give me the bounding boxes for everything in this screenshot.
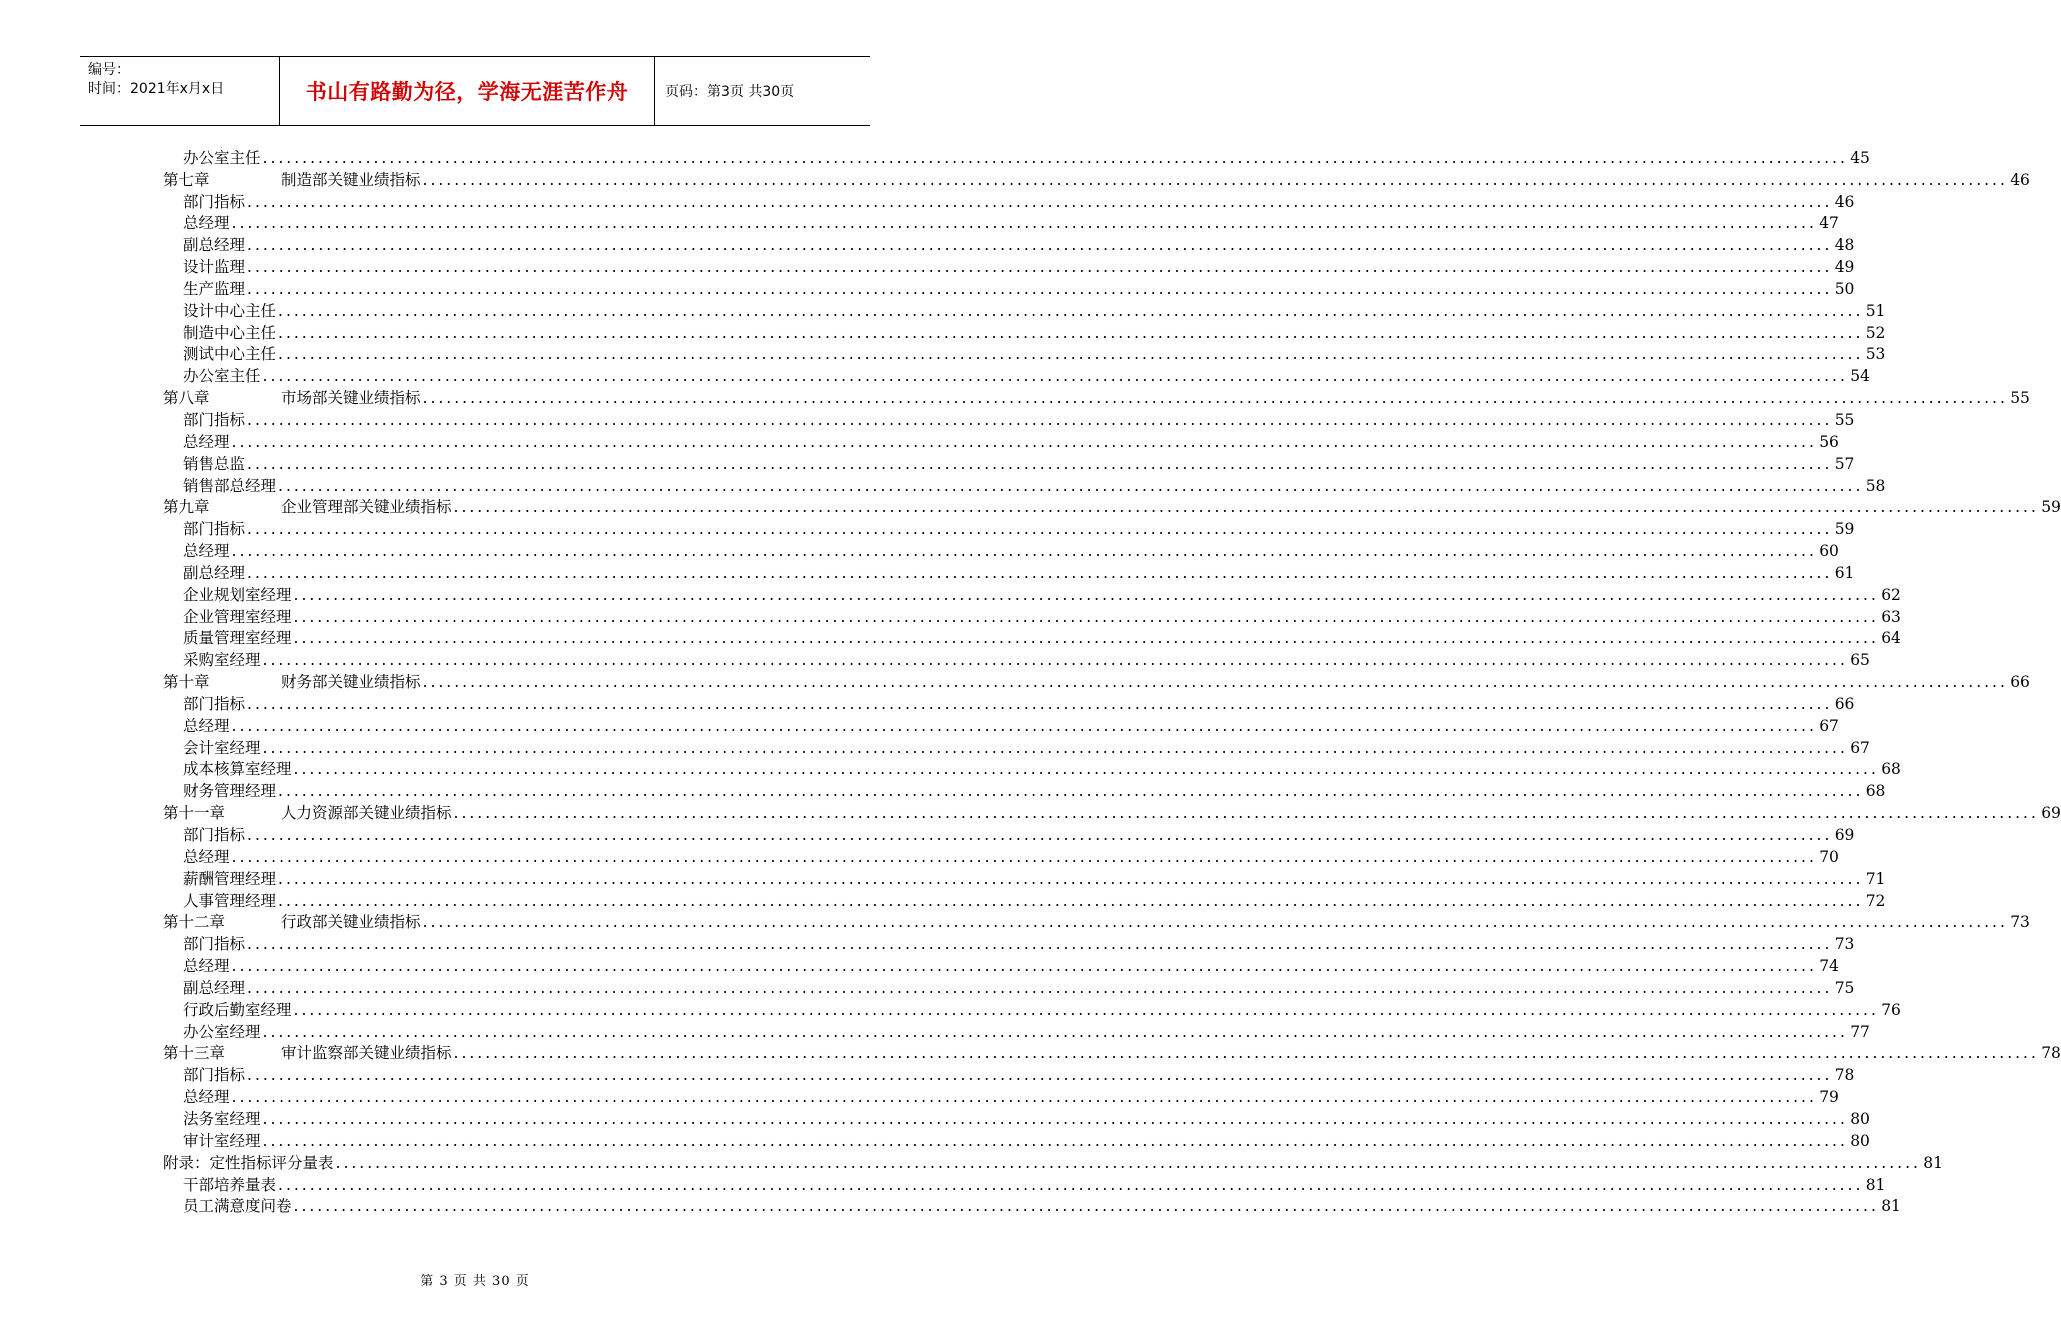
toc-entry[interactable] [163, 846, 1839, 868]
toc-chapter-number: 第八章 [163, 389, 210, 408]
toc-entry[interactable] [163, 234, 1855, 256]
toc-entry-title: 设计中心主任 [183, 301, 277, 320]
toc-entry-label [163, 825, 245, 846]
toc-entry-title: 审计监察部关键业绩指标 [281, 1044, 452, 1063]
toc-dot-leader: ........................................................................................................................................................................................................ [293, 1000, 1879, 1019]
toc-entry-title: 部门指标 [183, 192, 246, 211]
toc-entry-title: 部门指标 [183, 1066, 246, 1085]
toc-page-number: 72 [1865, 891, 1886, 910]
toc-entry-title: 制造部关键业绩指标 [281, 170, 421, 189]
toc-entry-title: 副总经理 [183, 236, 246, 255]
toc-entry-title: 办公室主任 [183, 148, 261, 167]
toc-chapter-number: 第十三章 [163, 1044, 226, 1063]
toc-dot-leader: ........................................................................................................................................................................................................ [422, 389, 2008, 408]
toc-entry[interactable] [163, 147, 1870, 169]
toc-page-number: 52 [1865, 323, 1886, 342]
toc-entry-title: 设计监理 [183, 258, 246, 277]
toc-entry-title: 干部培养量表 [183, 1175, 277, 1194]
toc-entry-title: 总经理 [183, 214, 230, 233]
toc-entry[interactable] [163, 409, 1855, 431]
toc-entry-title: 部门指标 [183, 410, 246, 429]
toc-entry[interactable] [163, 1130, 1870, 1152]
toc-entry-label [163, 519, 245, 540]
toc-page-number: 75 [1834, 978, 1855, 997]
toc-chapter-number: 第九章 [163, 498, 210, 517]
toc-entry[interactable] [163, 1196, 1901, 1218]
toc-chapter-entry[interactable] [163, 671, 2030, 693]
toc-dot-leader: ........................................................................................................................................................................................................ [262, 738, 1848, 757]
toc-dot-leader: ........................................................................................................................................................................................................ [335, 1153, 1921, 1172]
toc-dot-leader: ........................................................................................................................................................................................................ [293, 760, 1879, 779]
toc-dot-leader: ........................................................................................................................................................................................................ [453, 804, 2039, 823]
header-time-label: 时间：2021年x月x日 [88, 81, 225, 97]
toc-entry-label [163, 366, 261, 387]
toc-entry-label [163, 1153, 334, 1174]
header-motto: 书山有路勤为径，学海无涯苦作舟 [280, 57, 655, 125]
toc-entry[interactable] [163, 300, 1886, 322]
toc-dot-leader: ........................................................................................................................................................................................................ [422, 913, 2008, 932]
toc-entry-title: 法务室经理 [183, 1109, 261, 1128]
toc-dot-leader: ........................................................................................................................................................................................................ [262, 1109, 1848, 1128]
toc-dot-leader: ........................................................................................................................................................................................................ [247, 694, 1833, 713]
toc-entry-label [163, 213, 230, 234]
toc-dot-leader: ........................................................................................................................................................................................................ [278, 345, 1864, 364]
toc-page-number: 74 [1819, 957, 1839, 976]
toc-entry-title: 部门指标 [183, 935, 246, 954]
toc-page-number: 48 [1834, 236, 1855, 255]
toc-entry-title: 部门指标 [183, 520, 246, 539]
toc-entry[interactable] [163, 606, 1901, 628]
toc-entry-title: 人力资源部关键业绩指标 [281, 804, 452, 823]
toc-entry[interactable] [163, 191, 1855, 213]
toc-entry-title: 总经理 [183, 432, 230, 451]
toc-entry-label [163, 716, 230, 737]
toc-page-number: 67 [1850, 738, 1870, 757]
toc-entry-title: 行政部关键业绩指标 [281, 913, 421, 932]
toc-entry-title: 行政后勤室经理 [183, 1000, 292, 1019]
toc-dot-leader: ........................................................................................................................................................................................................ [293, 629, 1879, 648]
toc-dot-leader: ........................................................................................................................................................................................................ [247, 410, 1833, 429]
toc-page-number: 63 [1881, 607, 1901, 626]
toc-dot-leader: ........................................................................................................................................................................................................ [278, 782, 1864, 801]
toc-page-number: 81 [1923, 1153, 1943, 1172]
toc-entry-label [163, 192, 245, 213]
toc-dot-leader: ........................................................................................................................................................................................................ [231, 214, 1817, 233]
toc-page-number: 57 [1834, 454, 1855, 473]
page-footer: 第 3 页 共 30 页 [420, 1274, 530, 1289]
toc-dot-leader: ........................................................................................................................................................................................................ [278, 323, 1864, 342]
toc-dot-leader: ........................................................................................................................................................................................................ [231, 1088, 1817, 1107]
toc-page-number: 50 [1834, 279, 1855, 298]
toc-page-number: 62 [1881, 585, 1901, 604]
toc-entry-title: 质量管理室经理 [183, 629, 292, 648]
toc-page-number: 59 [1834, 520, 1855, 539]
toc-entry-label [163, 934, 245, 955]
page-header [80, 56, 870, 126]
toc-entry-title: 总经理 [183, 1088, 230, 1107]
toc-dot-leader: ........................................................................................................................................................................................................ [262, 148, 1848, 167]
toc-entry-title: 副总经理 [183, 978, 246, 997]
toc-entry[interactable] [163, 518, 1855, 540]
toc-entry-label [163, 1087, 230, 1108]
toc-entry[interactable] [163, 628, 1901, 650]
toc-dot-leader: ........................................................................................................................................................................................................ [231, 957, 1817, 976]
toc-page-number: 73 [2010, 913, 2030, 932]
toc-entry-title: 生产监理 [183, 279, 246, 298]
toc-page-number: 69 [2041, 804, 2061, 823]
toc-chapter-entry[interactable] [163, 1152, 1943, 1174]
toc-entry[interactable] [163, 540, 1839, 562]
toc-entry[interactable] [163, 213, 1839, 235]
toc-entry-title: 副总经理 [183, 563, 246, 582]
toc-entry[interactable] [163, 344, 1886, 366]
toc-entry-label [163, 956, 230, 977]
toc-entry-title: 财务部关键业绩指标 [281, 673, 421, 692]
toc-entry[interactable] [163, 693, 1855, 715]
toc-entry[interactable] [163, 737, 1870, 759]
toc-page-number: 49 [1834, 258, 1855, 277]
toc-dot-leader: ........................................................................................................................................................................................................ [262, 1022, 1848, 1041]
toc-entry-title: 部门指标 [183, 826, 246, 844]
toc-page-number: 46 [1834, 192, 1855, 211]
toc-entry-label [163, 847, 230, 868]
toc-dot-leader: ........................................................................................................................................................................................................ [247, 520, 1833, 539]
toc-page-number: 66 [1834, 694, 1855, 713]
toc-page-number: 78 [2041, 1044, 2061, 1063]
toc-entry-label [163, 257, 245, 278]
toc-dot-leader: ........................................................................................................................................................................................................ [422, 170, 2008, 189]
toc-entry[interactable] [163, 780, 1886, 802]
toc-dot-leader: ........................................................................................................................................................................................................ [262, 651, 1848, 670]
header-meta [80, 57, 280, 125]
toc-page-number: 65 [1850, 651, 1870, 670]
toc-entry-label [163, 912, 421, 933]
toc-page-number: 46 [2010, 170, 2030, 189]
toc-dot-leader: ........................................................................................................................................................................................................ [247, 258, 1833, 277]
toc-dot-leader: ........................................................................................................................................................................................................ [247, 1066, 1833, 1085]
toc-chapter-entry[interactable] [163, 1043, 2061, 1065]
toc-dot-leader: ........................................................................................................................................................................................................ [247, 279, 1833, 298]
toc-entry-title: 办公室经理 [183, 1022, 261, 1041]
toc-chapter-number: 附录： [163, 1153, 210, 1172]
toc-chapter-number: 第七章 [163, 170, 210, 189]
toc-entry[interactable] [163, 278, 1855, 300]
toc-entry[interactable] [163, 322, 1886, 344]
toc-entry-title: 部门指标 [183, 694, 246, 713]
toc-page-number: 66 [2010, 673, 2030, 692]
table-of-contents [163, 147, 2061, 1217]
toc-entry[interactable] [163, 431, 1839, 453]
toc-page-number: 70 [1819, 847, 1839, 866]
toc-entry-label [163, 585, 292, 606]
toc-entry-title: 人事管理经理 [183, 891, 277, 910]
toc-entry-title: 办公室主任 [183, 367, 261, 386]
toc-entry-label [163, 759, 292, 780]
toc-page-number: 59 [2041, 498, 2061, 517]
toc-entry-label [163, 869, 276, 890]
toc-entry[interactable] [163, 1064, 1855, 1086]
toc-chapter-number: 第十一章 [163, 804, 226, 823]
toc-entry-title: 审计室经理 [183, 1131, 261, 1150]
toc-dot-leader: ........................................................................................................................................................................................................ [247, 563, 1833, 582]
toc-entry-title: 会计室经理 [183, 738, 261, 757]
toc-page-number: 56 [1819, 432, 1839, 451]
toc-entry-label [163, 803, 452, 824]
toc-dot-leader: ........................................................................................................................................................................................................ [278, 1175, 1864, 1194]
toc-dot-leader: ........................................................................................................................................................................................................ [278, 301, 1864, 320]
toc-dot-leader: ........................................................................................................................................................................................................ [278, 891, 1864, 910]
toc-page-number: 61 [1834, 563, 1855, 582]
toc-dot-leader: ........................................................................................................................................................................................................ [231, 542, 1817, 561]
toc-entry-label [163, 497, 452, 518]
toc-entry[interactable] [163, 890, 1886, 912]
toc-dot-leader: ........................................................................................................................................................................................................ [453, 1044, 2039, 1063]
toc-dot-leader: ........................................................................................................................................................................................................ [247, 978, 1833, 997]
toc-entry-title: 成本核算室经理 [183, 760, 292, 779]
toc-chapter-entry[interactable] [163, 387, 2030, 409]
toc-entry-label [163, 978, 245, 999]
toc-entry[interactable] [163, 475, 1886, 497]
toc-entry-title: 销售部总经理 [183, 476, 277, 495]
toc-page-number: 58 [1865, 476, 1886, 495]
toc-entry-label [163, 650, 261, 671]
toc-dot-leader: ........................................................................................................................................................................................................ [453, 498, 2039, 517]
toc-entry-label [163, 235, 245, 256]
toc-dot-leader: ........................................................................................................................................................................................................ [278, 869, 1864, 888]
toc-entry[interactable] [163, 868, 1886, 890]
toc-entry[interactable] [163, 1108, 1870, 1130]
toc-entry-label [163, 1065, 245, 1086]
toc-entry-title: 总经理 [183, 957, 230, 976]
toc-chapter-number: 第十章 [163, 673, 210, 692]
toc-entry-title: 总经理 [183, 716, 230, 735]
toc-entry[interactable] [163, 453, 1855, 475]
toc-entry-label [163, 1131, 261, 1152]
toc-entry-title: 员工满意度问卷 [183, 1197, 292, 1216]
toc-entry-title: 制造中心主任 [183, 323, 277, 342]
toc-entry-label [163, 344, 276, 365]
toc-entry[interactable] [163, 824, 1855, 846]
toc-dot-leader: ........................................................................................................................................................................................................ [247, 826, 1833, 844]
toc-page-number: 55 [1834, 410, 1855, 429]
toc-entry[interactable] [163, 1174, 1886, 1196]
header-number-label: 编号： [88, 62, 130, 78]
toc-dot-leader: ........................................................................................................................................................................................................ [262, 367, 1848, 386]
toc-entry[interactable] [163, 977, 1855, 999]
toc-entry-label [163, 323, 276, 344]
toc-entry-title: 测试中心主任 [183, 345, 277, 364]
toc-chapter-entry[interactable] [163, 802, 2061, 824]
toc-entry-label [163, 607, 292, 628]
toc-entry[interactable] [163, 649, 1870, 671]
toc-entry-title: 采购室经理 [183, 651, 261, 670]
toc-dot-leader: ........................................................................................................................................................................................................ [247, 935, 1833, 954]
toc-entry-title: 薪酬管理经理 [183, 869, 277, 888]
toc-entry-title: 总经理 [183, 847, 230, 866]
toc-entry[interactable] [163, 955, 1839, 977]
toc-page-number: 67 [1819, 716, 1839, 735]
toc-entry-label [163, 388, 421, 409]
toc-entry-title: 市场部关键业绩指标 [281, 389, 421, 408]
toc-entry-label [163, 410, 245, 431]
toc-page-number: 77 [1850, 1022, 1870, 1041]
toc-page-number: 53 [1865, 345, 1886, 364]
toc-dot-leader: ........................................................................................................................................................................................................ [293, 1197, 1879, 1216]
toc-entry-title: 企业管理部关键业绩指标 [281, 498, 452, 517]
toc-entry-label [163, 781, 276, 802]
toc-entry-title: 财务管理经理 [183, 782, 277, 801]
toc-entry[interactable] [163, 1086, 1839, 1108]
toc-entry[interactable] [163, 1021, 1870, 1043]
toc-page-number: 81 [1881, 1197, 1901, 1216]
toc-chapter-entry[interactable] [163, 169, 2030, 191]
toc-dot-leader: ........................................................................................................................................................................................................ [422, 673, 2008, 692]
toc-entry-label [163, 432, 230, 453]
toc-entry[interactable] [163, 999, 1901, 1021]
toc-dot-leader: ........................................................................................................................................................................................................ [262, 1131, 1848, 1150]
toc-dot-leader: ........................................................................................................................................................................................................ [278, 476, 1864, 495]
toc-entry-label [163, 301, 276, 322]
toc-page-number: 81 [1865, 1175, 1886, 1194]
toc-entry-label [163, 672, 421, 693]
header-page-info: 页码：第3页 共30页 [665, 84, 795, 100]
toc-entry-label [163, 170, 421, 191]
toc-page-number: 71 [1865, 869, 1886, 888]
toc-dot-leader: ........................................................................................................................................................................................................ [247, 236, 1833, 255]
toc-entry[interactable] [163, 365, 1870, 387]
toc-dot-leader: ........................................................................................................................................................................................................ [293, 607, 1879, 626]
toc-page-number: 68 [1881, 760, 1901, 779]
toc-entry-label [163, 148, 261, 169]
toc-dot-leader: ........................................................................................................................................................................................................ [231, 432, 1817, 451]
toc-entry-title: 企业管理室经理 [183, 607, 292, 626]
toc-entry[interactable] [163, 715, 1839, 737]
toc-page-number: 73 [1834, 935, 1855, 954]
toc-page-number: 51 [1865, 301, 1886, 320]
toc-entry-label [163, 563, 245, 584]
toc-dot-leader: ........................................................................................................................................................................................................ [247, 454, 1833, 473]
toc-page-number: 45 [1850, 148, 1870, 167]
toc-entry-label [163, 891, 276, 912]
toc-entry-label [163, 628, 292, 649]
toc-entry-label [163, 738, 261, 759]
toc-page-number: 47 [1819, 214, 1839, 233]
toc-entry[interactable] [163, 256, 1855, 278]
toc-page-number: 79 [1819, 1088, 1839, 1107]
toc-dot-leader: ........................................................................................................................................................................................................ [231, 847, 1817, 866]
toc-page-number: 54 [1850, 367, 1870, 386]
toc-page-number: 80 [1850, 1109, 1870, 1128]
toc-chapter-entry[interactable] [163, 912, 2030, 934]
toc-page-number: 80 [1850, 1131, 1870, 1150]
toc-chapter-number: 第十二章 [163, 913, 226, 932]
toc-page-number: 68 [1865, 782, 1886, 801]
toc-entry-label [163, 1196, 292, 1217]
toc-entry-label [163, 279, 245, 300]
toc-entry-label [163, 1000, 292, 1021]
toc-entry-label [163, 541, 230, 562]
toc-page-number: 76 [1881, 1000, 1901, 1019]
toc-entry-label [163, 1022, 261, 1043]
toc-dot-leader: ........................................................................................................................................................................................................ [247, 192, 1833, 211]
toc-chapter-entry[interactable] [163, 497, 2061, 519]
toc-entry-label [163, 1175, 276, 1196]
toc-entry-label [163, 1043, 452, 1064]
toc-entry-label [163, 454, 245, 475]
toc-entry-label [163, 1109, 261, 1130]
toc-page-number: 64 [1881, 629, 1901, 648]
toc-dot-leader: ........................................................................................................................................................................................................ [231, 716, 1817, 735]
toc-entry-title: 定性指标评分量表 [209, 1153, 334, 1172]
toc-page-number: 69 [1834, 826, 1855, 844]
toc-page-number: 60 [1819, 542, 1839, 561]
toc-entry-title: 总经理 [183, 542, 230, 561]
toc-entry[interactable] [163, 584, 1901, 606]
toc-page-number: 78 [1834, 1066, 1855, 1085]
toc-entry[interactable] [163, 562, 1855, 584]
toc-entry-title: 企业规划室经理 [183, 585, 292, 604]
toc-dot-leader: ........................................................................................................................................................................................................ [293, 585, 1879, 604]
toc-entry-label [163, 694, 245, 715]
toc-entry[interactable] [163, 933, 1855, 955]
toc-entry[interactable] [163, 759, 1901, 781]
toc-entry-title: 销售总监 [183, 454, 246, 473]
toc-entry-label [163, 476, 276, 497]
toc-page-number: 55 [2010, 389, 2030, 408]
